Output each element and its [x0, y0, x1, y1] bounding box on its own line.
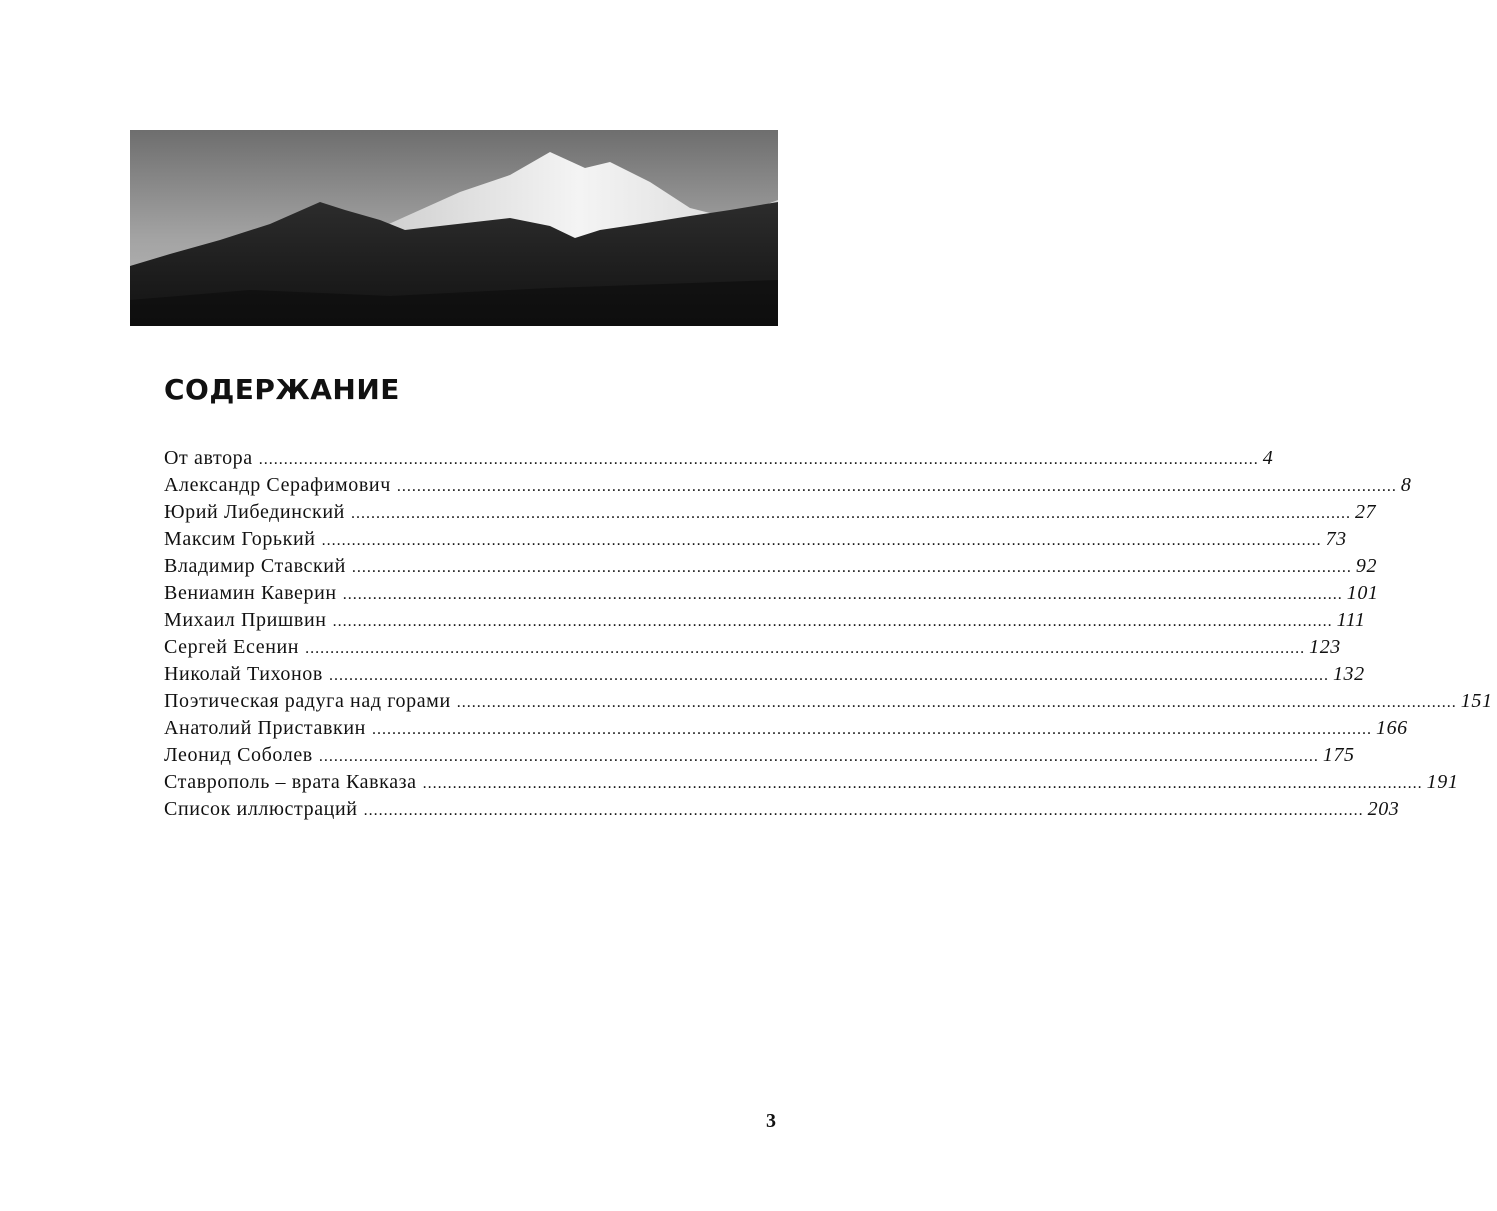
toc-dot-leader: ........................................................................................................................................................................................................ — [363, 802, 1364, 819]
toc-entry — [164, 715, 1408, 742]
toc-entry-title: Александр Серафимович — [164, 474, 391, 496]
toc-dot-leader: ........................................................................................................................................................................................................ — [371, 721, 1372, 738]
toc-entry-page: 123 — [1309, 636, 1341, 658]
toc-entry — [164, 688, 1493, 715]
toc-entry-title: Владимир Ставский — [164, 555, 346, 577]
toc-dot-leader: ........................................................................................................................................................................................................ — [305, 640, 1306, 657]
toc-entry-title: Юрий Либединский — [164, 501, 345, 523]
toc-entry — [164, 526, 1347, 553]
toc-entry — [164, 607, 1366, 634]
toc-entry-page: 73 — [1325, 528, 1347, 550]
toc-entry-title: Николай Тихонов — [164, 663, 323, 685]
toc-entry-page: 191 — [1426, 771, 1459, 793]
toc-dot-leader: ........................................................................................................................................................................................................ — [342, 586, 1343, 603]
toc-entry-page: 27 — [1354, 501, 1377, 523]
toc-dot-leader: ........................................................................................................................................................................................................ — [456, 694, 1457, 711]
toc-dot-leader: ........................................................................................................................................................................................................ — [321, 532, 1322, 549]
toc-dot-leader: ........................................................................................................................................................................................................ — [351, 559, 1352, 576]
toc-entry-page: 101 — [1346, 582, 1379, 604]
toc-entry-title: Список иллюстраций — [164, 798, 358, 820]
toc-entry-title: Поэтическая радуга над горами — [164, 690, 451, 712]
toc-entry-page: 111 — [1336, 609, 1366, 631]
toc-entry-title: Леонид Соболев — [164, 744, 313, 766]
toc-entry-title: Сергей Есенин — [164, 636, 300, 658]
toc-entry — [164, 580, 1379, 607]
toc-dot-leader: ........................................................................................................................................................................................................ — [422, 775, 1423, 792]
toc-entry — [164, 499, 1377, 526]
toc-entry-page: 4 — [1262, 447, 1274, 469]
toc-entry-title: Вениамин Каверин — [164, 582, 337, 604]
toc-entry-title: Ставрополь – врата Кавказа — [164, 771, 417, 793]
toc-entry-page: 92 — [1355, 555, 1378, 577]
toc-entry — [164, 553, 1378, 580]
toc-dot-leader: ........................................................................................................................................................................................................ — [396, 478, 1397, 495]
toc-entry — [164, 634, 1341, 661]
toc-entry-page: 151 — [1460, 690, 1493, 712]
page-number: 3 — [766, 1110, 776, 1132]
toc-entry-title: Максим Горький — [164, 528, 316, 550]
toc-entry-title: От автора — [164, 447, 253, 469]
table-of-contents — [164, 445, 1493, 823]
toc-entry-page: 132 — [1332, 663, 1365, 685]
toc-entry — [164, 661, 1365, 688]
toc-entry-title: Анатолий Приставкин — [164, 717, 366, 739]
toc-entry-page: 203 — [1367, 798, 1400, 820]
toc-dot-leader: ........................................................................................................................................................................................................ — [318, 748, 1319, 765]
toc-entry — [164, 472, 1412, 499]
toc-entry — [164, 445, 1274, 472]
toc-dot-leader: ........................................................................................................................................................................................................ — [332, 613, 1333, 630]
toc-entry-page: 166 — [1375, 717, 1408, 739]
page-title: СОДЕРЖАНИЕ — [164, 373, 400, 406]
toc-entry-page: 8 — [1400, 474, 1412, 496]
toc-entry — [164, 769, 1459, 796]
mountain-photo — [130, 130, 778, 326]
toc-dot-leader: ........................................................................................................................................................................................................ — [258, 451, 1259, 468]
toc-entry — [164, 796, 1400, 823]
toc-dot-leader: ........................................................................................................................................................................................................ — [328, 667, 1329, 684]
toc-entry — [164, 742, 1355, 769]
toc-entry-title: Михаил Пришвин — [164, 609, 327, 631]
toc-dot-leader: ........................................................................................................................................................................................................ — [350, 505, 1351, 522]
toc-entry-page: 175 — [1322, 744, 1355, 766]
